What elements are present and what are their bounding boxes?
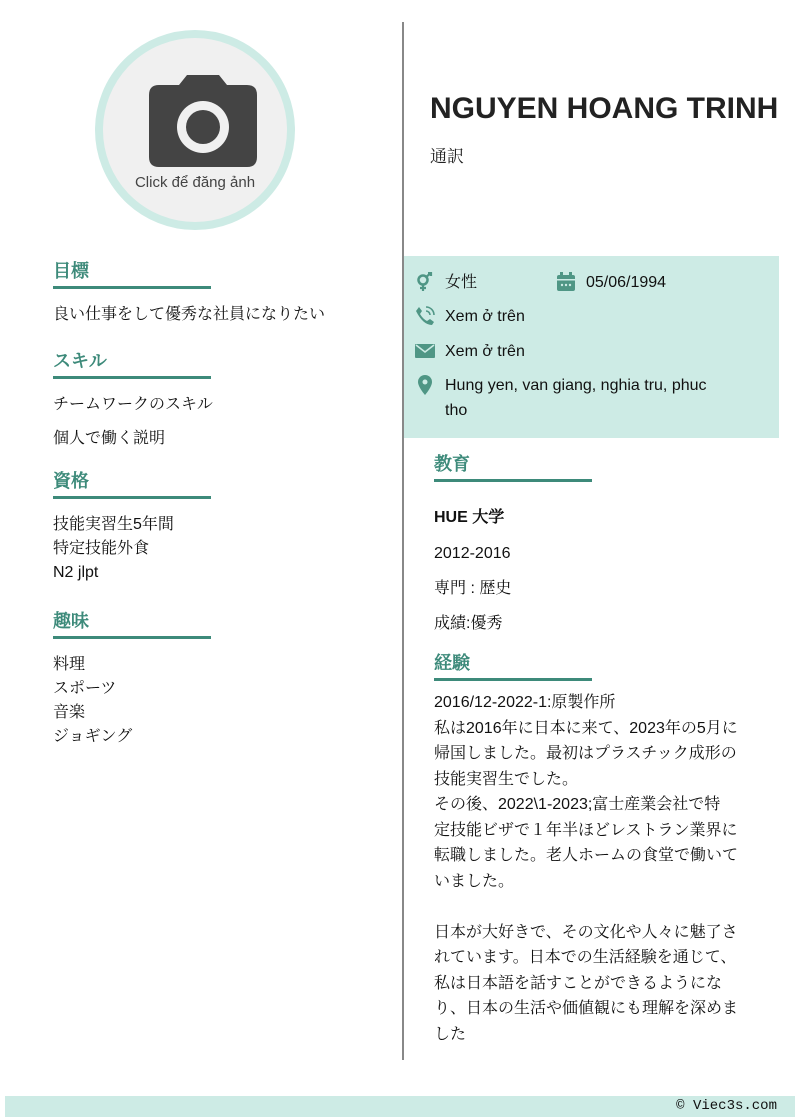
skills-section	[53, 347, 213, 451]
email-icon	[415, 341, 435, 361]
phone-icon	[415, 306, 435, 326]
education-grade: 成績:優秀	[434, 615, 503, 632]
skills-heading: スキル	[53, 347, 211, 379]
experience-line: り、日本の生活や価値観にも理解を深めま	[434, 1000, 739, 1017]
experience-line: 転職しました。老人ホームの食堂で働いて	[434, 847, 739, 864]
birthdate-value: 05/06/1994	[586, 274, 667, 291]
certifications-section	[53, 467, 211, 585]
hobbies-section	[53, 607, 211, 749]
experience-heading: 経験	[434, 649, 592, 681]
phone-value: Xem ở trên	[445, 308, 525, 325]
email-value: Xem ở trên	[445, 343, 525, 360]
school-name: HUE 大学	[434, 509, 505, 526]
footer-credit: © Viec3s.com	[676, 1098, 777, 1114]
experience-line: 帰国しました。最初はプラスチック成形の	[434, 745, 737, 762]
experience-line: した	[434, 1025, 467, 1043]
hobby-item: 料理	[53, 656, 86, 673]
address-line: Hung yen, van giang, nghia tru, phuc	[445, 377, 707, 394]
hobby-item: スポーツ	[53, 680, 117, 697]
location-pin-icon	[415, 375, 435, 395]
experience-text	[434, 691, 738, 1048]
job-title: 通訳	[430, 147, 464, 166]
hobbies-heading: 趣味	[53, 607, 211, 639]
experience-line	[434, 895, 738, 921]
skill-item: 個人で働く説明	[53, 430, 166, 447]
experience-line: 私は日本語を話すことができるようにな	[434, 974, 723, 992]
photo-upload[interactable]	[95, 30, 295, 230]
email-row	[415, 339, 525, 364]
certification-item: 技能実習生5年間	[53, 516, 174, 533]
education-section	[434, 450, 592, 636]
address-line: tho	[445, 402, 468, 419]
photo-upload-label: Click để đăng ảnh	[134, 174, 256, 191]
experience-line: いました。	[434, 872, 515, 890]
column-divider	[402, 22, 404, 1060]
experience-section	[434, 649, 738, 1048]
gender-value: 女性	[445, 274, 478, 291]
certifications-heading: 資格	[53, 467, 211, 499]
certification-item: 特定技能外食	[53, 540, 150, 557]
address-value	[445, 373, 707, 423]
certification-item: N2 jlpt	[53, 564, 99, 581]
hobby-item: ジョギング	[53, 728, 133, 745]
experience-line: 私は2016年に日本に来て、2023年の5月に	[434, 719, 738, 737]
experience-line: 定技能ビザで１年半ほどレストラン業界に	[434, 821, 738, 839]
candidate-name: NGUYEN HOANG TRINH	[430, 92, 779, 125]
objective-heading: 目標	[53, 257, 211, 289]
education-major: 専門 : 歴史	[434, 580, 512, 597]
address-row	[415, 373, 707, 423]
birthdate-row	[556, 270, 666, 295]
experience-line: れています。日本での生活経験を通じて、	[434, 949, 737, 966]
education-heading: 教育	[434, 450, 592, 482]
phone-row	[415, 304, 525, 329]
gender-row	[415, 270, 477, 295]
objective-section	[53, 257, 325, 327]
contact-panel	[404, 256, 779, 438]
experience-line: 2016/12-2022-1:原製作所	[434, 694, 616, 711]
education-period: 2012-2016	[434, 545, 511, 562]
calendar-icon	[556, 272, 576, 292]
experience-line: その後、2022\1-2023;富士産業会社で特	[434, 796, 721, 813]
footer-bar	[5, 1096, 795, 1117]
objective-text: 良い仕事をして優秀な社員になりたい	[53, 306, 326, 323]
gender-icon	[415, 272, 435, 292]
experience-line: 日本が大好きで、その文化や人々に魅了さ	[434, 923, 738, 941]
skill-item: チームワークのスキル	[53, 396, 213, 413]
hobby-item: 音楽	[53, 704, 86, 721]
camera-icon	[149, 75, 257, 167]
experience-line: 技能実習生でした。	[434, 770, 579, 788]
